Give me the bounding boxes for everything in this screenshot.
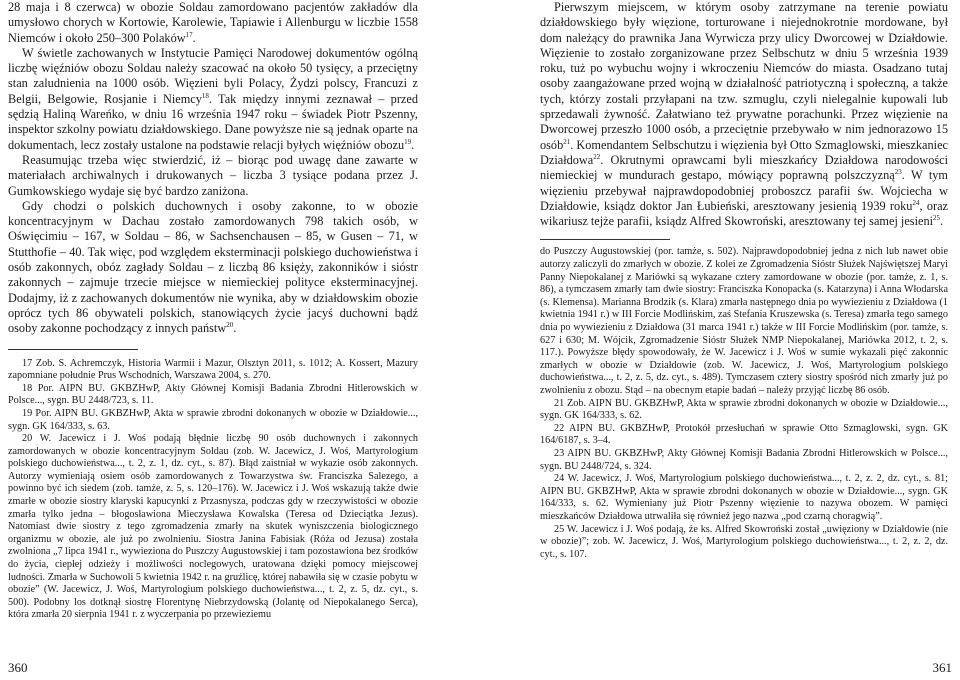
footnote-divider (8, 349, 138, 350)
left-body-text (8, 0, 418, 337)
footnote-ref: 22 (593, 152, 601, 161)
paragraph-text: Reasumując trzeba więc stwierdzić, iż – biorąc pod uwagę dane zawarte w materiałach archiwalnych i drukowanych – liczba 3 tysiące podana przez J. Gumkowskiego wydaje się być bardzo zaniżona. (8, 152, 418, 198)
footnote-ref: 21 (563, 137, 571, 146)
left-column (8, 0, 418, 622)
paragraph (8, 0, 418, 46)
paragraph-text: , oraz wikariusz tejże parafii, ksiądz Alfred Skowroński, aresztowany tej samej jesieni (540, 198, 949, 229)
paragraph-text: . Komendantem Selbschutzu i więzienia był Otto Szmaglowski, mieszkaniec Działdowa (540, 137, 948, 167)
footnote: 25 W. Jacewicz i J. Woś podają, że ks. Alfred Skowroński został „uwięziony w Działdowie (nie w obozie)”; zob. W. Jacewicz, J. Woś, Martyrologium polskiego duchowieństwa..., t. 2, z. 2, dz. cyt., s. 107. (540, 523, 948, 560)
paragraph-text: Pierwszym miejscem, w którym osoby zatrzymane na terenie powiatu działdowskiego były więzione, torturowane i niejednokrotnie mordowane, był dom należący do prawnika Jana Wyrwicza przy ulicy Dworcowej w Działdowie. Więzienie to zostało zorganizowane przez Selbschutz w dniu 5 września 1939 roku, tuż po wybuchu wojny i wkroczeniu Niemców do miasta. Osadzano tutaj osoby zaangażowane przed wojną w działalność patriotyczną i społeczną, a także tych, którzy zostali przyłapani na tzw. szmuglu, czyli nielegalnie kupowali lub sprzedawali żywność. Załatwiano też prywatne porachunki. Przez więzienie na Dworcowej przeszło 1000 osób, a przeciętnie przebywało w nim jednorazowo 15 osób (540, 0, 948, 152)
right-column (540, 0, 948, 561)
right-body-text (540, 0, 948, 229)
footnote: 20 W. Jacewicz i J. Woś podają błędnie liczbę 90 osób duchownych i zakonnych zamordowanych w obozie koncentracyjnym Soldau (zob. W. Jacewicz, J. Woś, Martyrologium polskiego duchowieństwa..., t. 2, z. 1, dz. cyt., s. 87). Błąd zaistniał w wykazie osób zakonnych. Autorzy wymieniają osiem osób zamordowanych z Towarzystwa św. Franciszka Salezego, a powinno być ich siedem (zob. tamże, z. 5, s. 120–176). W. Jacewicz i J. Woś wskazują także dwie zmarłe w obozie siostry klaryski kapucynki z Przasnysza, podczas gdy w rzeczywistości w obozie zmarła tylko jedna – błogosławiona Mieczysława Kowalska (Teresa od Dzieciątka Jezus). Natomiast dwie siostry z tego zgromadzenia zmarły na skutek wyniszczenia biologicznego organizmu w obozie, ale już po zwolnieniu. Siostra Janina Fabisiak (Róża od Jezusa) została zwolniona „7 lipca 1941 r., wywieziona do Puszczy Augustowskiej i tam pozostawiona bez środków do życia, ciepłej odzieży i możliwości noclegowych, uratowana dzięki pomocy miejscowej ludności. Zmarła w Suchowoli 5 kwietnia 1942 r. na gruźlicę, której nabawiła się w czasie pobytu w obozie” (W. Jacewicz, J. Woś, Martyrologium polskiego duchowieństwa..., t. 2, z. 5, dz. cyt., s. 500). Podobny los dotknął siostrę Florentynę Niebrzydowską (Jolantę od Niepokalanego Serca), która zmarła 20 sierpnia 1941 r. z wyczerpania po przewieziemu (8, 433, 418, 621)
footnote-divider (540, 239, 670, 240)
paragraph-text: . (411, 137, 415, 152)
paragraph-text: Gdy chodzi o polskich duchownych i osoby zakonne, to w obozie koncentracyjnym w Dachau zostało zamordowanych 798 takich osób, w Oświęcimiu – 167, w Soldau – 86, w Sachsenchausen – 85, w Gusen – 71, w Stutthofie – 40. Tak więc, pod względem eksterminacji polskiego duchowieństwa i osób zakonnych, obóz zagłady Soldau – z liczbą 86 księży, zakonników i sióstr zakonnych – zajmuje trzecie miejsce w niemieckiej polityce eksterminacyjnej. Dodajmy, iż z zachowanych dokumentów nie wynika, aby w działdowskim obozie oprócz tych 86 obywateli polskich, stanowiących życie jacyś duchowni bądź osoby zakonne pochodzący z innych państw (8, 198, 418, 336)
footnote: 23 AIPN BU. GKBZHwP, Akty Głównej Komisji Badania Zbrodni Hitlerowskich w Polsce..., sygn. BU 2448/724, s. 324. (540, 447, 948, 472)
right-page (480, 0, 960, 680)
footnote-ref: 19 (404, 137, 412, 146)
footnote-ref: 25 (933, 214, 941, 223)
footnote-ref: 20 (226, 321, 234, 330)
footnote-ref: 18 (201, 91, 209, 100)
footnote-ref: 24 (912, 198, 920, 207)
paragraph-text: 28 maja i 8 czerwca) w obozie Soldau zamordowano pacjentów zakładów dla umysłowo chorych w Kortowie, Karolewie, Tapiawie i Allenburgu w liczbie 1558 Niemców i około 250–300 Polaków (8, 0, 418, 45)
footnote-ref: 23 (894, 168, 902, 177)
paragraph-text: . (940, 214, 944, 229)
left-footnotes (8, 358, 418, 622)
footnote: do Puszczy Augustowskiej (por. tamże, s. 502). Najprawdopodobniej jedna z nich lub nawet obie autorzy zaliczyli do zmarłych w obozie. Z kolei ze Zgromadzenia Sióstr Służek Najświętszej Maryi Panny Niepokalanej z Mariówki są wykazane cztery zamordowane w obozie (por. tamże, z. 1, s. 86), a tymczasem zmarły tam dwie siostry: Franciszka Konopacka (s. Katarzyna) i Anna Włodarska (s. Klemensa). Marianna Brodzik (s. Klara) zmarła następnego dnia po wywiezieniu z Działdowa (1 kwietnia 1941 r.) w III Forcie Modlińskim, zaś Stefania Kruszewska (s. Teresa) zmarła tego samego dnia po wywiezieniu z Działdowa (31 marca 1941 r.) także w III Forcie Modlińskim (por. tamże, s. 627 i 630; M. Wójcik, Zgromadzenie Sióstr Służek NMP Niepokalanej, Mariówka 2012, t. 2, s. 117.). Powyższe błędy spowodowały, że W. Jacewicz i J. Woś w sumie wykazali pięć zakonnic zmarłych w obozie w Działdowie (zob. W. Jacewicz, J. Woś, Martyrologium polskiego duchowieństwa..., t. 2, z. 5, dz. cyt., s. 489). Tymczasem cztery siostry spośród nich zmarły już po zwolnieniu z obozu. Stąd – na obecnym etapie badań – należy przyjąć liczbę 86 osób. (540, 246, 948, 396)
paragraph-text: . (192, 30, 196, 45)
footnote-ref: 17 (185, 30, 193, 39)
paragraph-text: . W tym więzieniu przebywał najprawdopodobniej proboszcz parafii św. Wojciecha w Działdowie, ksiądz doktor Jan Łubieński, aresztowany jesienią 1939 roku (540, 168, 948, 213)
footnote: 22 AIPN BU. GKBZHwP, Protokół przesłuchań w sprawie Otto Szmaglowski, sygn. GK 164/6187, s. 3–4. (540, 422, 948, 447)
paragraph-text: . (233, 321, 237, 336)
paragraph-text: . Tak między innymi zeznawał – przed sędzią Haliną Wareńko, w dniu 16 września 1947 roku – świadek Piotr Pszenny, inspektor szkolny powiatu działdowskiego. Dane powyższe nie są jednak oparte na dokumentach, lecz zostały ustalone na podstawie relacji byłych więźniów obozu (8, 91, 418, 152)
footnote: 19 Por. AIPN BU. GKBZHwP, Akta w sprawie zbrodni dokonanych w obozie w Działdowie..., sygn. GK 164/333, s. 63. (8, 407, 418, 432)
page-number: 360 (8, 660, 28, 675)
footnote: 18 Por. AIPN BU. GKBZHwP, Akty Głównej Komisji Badania Zbrodni Hitlerowskich w Polsce..., sygn. BU 2448/723, s. 11. (8, 382, 418, 407)
paragraph (8, 46, 418, 153)
footnote: 24 W. Jacewicz, J. Woś, Martyrologium polskiego duchowieństwa..., t. 2, z. 2, dz. cyt., s. 81; AIPN BU. GKBZHwP, Akta w sprawie zbrodni dokonanych w obozie w Działdowie..., sygn. GK 164/333, s. 62. Wymieniany już Piotr Pszenny więzienie to nazywa obozem. W pamięci mieszkańców Działdowa utrwaliła się również jego nazwa „pod czarną choragwią”. (540, 473, 948, 522)
paragraph (8, 199, 418, 337)
paragraph (540, 0, 948, 229)
footnote: 17 Zob. S. Achremczyk, Historia Warmii i Mazur, Olsztyn 2011, s. 1012; A. Kossert, Mazury zapomniane południe Prus Wschodnich, Warszawa 2004, s. 270. (8, 357, 418, 382)
footnote: 21 Zob. AIPN BU. GKBZHwP, Akta w sprawie zbrodni dokonanych w obozie w Działdowie..., sygn. GK 164/333, s. 62. (540, 397, 948, 422)
paragraph-text: W świetle zachowanych w Instytucie Pamięci Narodowej dokumentów ogólną liczbę więźniów obozu Soldau należy szacować na około 50 tysięcy, a przeciętny stan zaludnienia na 1000 osób. Więzieni byli Polacy, Żydzi polscy, Francuzi z Belgii, Belgowie, Rosjanie i Niemcy (8, 45, 418, 106)
paragraph (8, 153, 418, 199)
right-footnotes (540, 246, 948, 561)
paragraph-text: . Okrutnymi oprawcami byli mieszkańcy Działdowa narodowości niemieckiej w mundurach gestapo, mówiący poprawną polszczyzną (540, 152, 948, 183)
page-number: 361 (932, 660, 952, 675)
